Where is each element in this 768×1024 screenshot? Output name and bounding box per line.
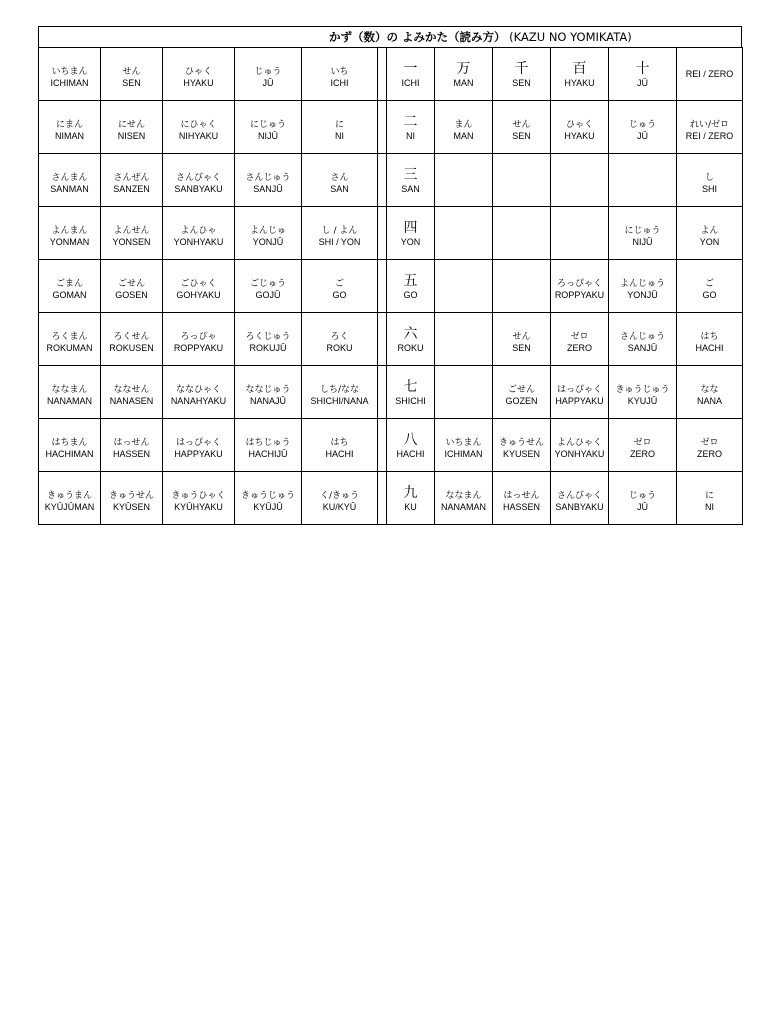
cell-romaji: ZERO bbox=[629, 448, 655, 459]
cell-romaji: ROPPYAKU bbox=[173, 342, 224, 353]
left-cell bbox=[235, 260, 302, 313]
left-cell bbox=[39, 260, 101, 313]
right-cell bbox=[609, 472, 677, 525]
cell-romaji: GOZEN bbox=[505, 395, 538, 406]
cell-romaji: SANZEN bbox=[113, 183, 150, 194]
right-cell bbox=[435, 154, 493, 207]
cell-romaji: ZERO bbox=[696, 448, 722, 459]
right-cell bbox=[609, 313, 677, 366]
cell-romaji: GOJŪ bbox=[255, 289, 281, 300]
left-cell bbox=[163, 472, 235, 525]
cell-romaji: KYŪJŪMAN bbox=[44, 501, 95, 512]
row-romaji: SAN bbox=[401, 184, 420, 194]
left-cell bbox=[39, 154, 101, 207]
cell-kana: さんじゅう bbox=[619, 331, 665, 342]
left-cell bbox=[101, 419, 163, 472]
left-cell bbox=[101, 313, 163, 366]
cell-kana: ろく bbox=[330, 331, 349, 342]
cell-romaji: NISEN bbox=[117, 130, 146, 141]
cell-romaji: NANASEN bbox=[109, 395, 154, 406]
cell-kana: さんまん bbox=[51, 172, 88, 183]
left-cell bbox=[101, 101, 163, 154]
cell-kana: ろくまん bbox=[51, 331, 88, 342]
right-cell bbox=[677, 313, 743, 366]
left-cell bbox=[235, 154, 302, 207]
cell-kana: じゅう bbox=[628, 119, 656, 130]
cell-romaji: HACHIMAN bbox=[45, 448, 94, 459]
cell-romaji: YONHYAKU bbox=[554, 448, 605, 459]
cell-kana: し / よん bbox=[321, 225, 358, 236]
cell-kana: はっせん bbox=[503, 490, 540, 501]
cell-romaji: SEN bbox=[512, 130, 531, 141]
right-cell bbox=[551, 101, 609, 154]
left-cell bbox=[163, 101, 235, 154]
cell-romaji: NI bbox=[335, 130, 344, 141]
cell-kana: じゅう bbox=[628, 490, 656, 501]
cell-romaji: HASSEN bbox=[112, 448, 150, 459]
column-divider bbox=[378, 48, 387, 101]
row-kanji-cell bbox=[387, 154, 435, 207]
cell-romaji: SANBYAKU bbox=[174, 183, 223, 194]
cell-kana: れい/ゼロ bbox=[689, 119, 730, 130]
cell-romaji: KYŪJŪ bbox=[253, 501, 283, 512]
right-cell bbox=[551, 419, 609, 472]
right-cell bbox=[435, 313, 493, 366]
cell-kana: はちじゅう bbox=[245, 437, 291, 448]
cell-kana: ななじゅう bbox=[245, 384, 291, 395]
cell-kana: いちまん bbox=[51, 66, 88, 77]
title-japanese: かず（数）の よみかた（読み方） bbox=[329, 30, 506, 44]
cell-romaji: YONSEN bbox=[112, 236, 151, 247]
cell-romaji: MAN bbox=[453, 130, 474, 141]
cell-kana: し bbox=[704, 172, 714, 183]
right-cell bbox=[677, 207, 743, 260]
cell-romaji: NI bbox=[705, 501, 714, 512]
header-romaji: MAN bbox=[453, 78, 474, 88]
right-cell bbox=[493, 207, 551, 260]
cell-kana: ななせん bbox=[113, 384, 150, 395]
cell-romaji: KYŪHYAKU bbox=[174, 501, 223, 512]
left-cell bbox=[101, 207, 163, 260]
cell-romaji: YONMAN bbox=[49, 236, 90, 247]
row-kanji: 五 bbox=[403, 273, 418, 289]
right-cell bbox=[551, 366, 609, 419]
cell-kana: せん bbox=[512, 119, 531, 130]
cell-romaji: GOMAN bbox=[52, 289, 87, 300]
right-cell bbox=[677, 101, 743, 154]
cell-kana: はっぴゃく bbox=[556, 384, 602, 395]
cell-romaji: JŪ bbox=[262, 77, 274, 88]
left-cell bbox=[302, 419, 378, 472]
cell-romaji: SANBYAKU bbox=[555, 501, 604, 512]
cell-romaji: KYŪSEN bbox=[112, 501, 150, 512]
right-cell bbox=[609, 207, 677, 260]
title-latin: (KAZU NO YOMIKATA) bbox=[509, 30, 632, 44]
left-cell bbox=[101, 366, 163, 419]
cell-romaji: ICHIMAN bbox=[444, 448, 483, 459]
left-cell bbox=[235, 313, 302, 366]
row-romaji: HACHI bbox=[396, 449, 425, 459]
cell-kana: ひゃく bbox=[184, 66, 212, 77]
table-row bbox=[39, 48, 743, 101]
cell-romaji: SANMAN bbox=[50, 183, 89, 194]
left-cell bbox=[302, 154, 378, 207]
cell-kana: さんびゃく bbox=[556, 490, 602, 501]
cell-romaji: HACHIJŪ bbox=[248, 448, 288, 459]
cell-kana: ななまん bbox=[51, 384, 88, 395]
cell-kana: はっぴゃく bbox=[175, 437, 221, 448]
cell-romaji: SEN bbox=[512, 342, 531, 353]
cell-kana: く/きゅう bbox=[319, 490, 360, 501]
row-kanji-cell bbox=[387, 101, 435, 154]
cell-kana: ひゃく bbox=[565, 119, 593, 130]
header-romaji: HYAKU bbox=[564, 78, 595, 88]
right-cell bbox=[551, 260, 609, 313]
right-cell bbox=[435, 260, 493, 313]
right-cell bbox=[435, 419, 493, 472]
right-cell bbox=[493, 313, 551, 366]
right-cell bbox=[493, 260, 551, 313]
column-divider bbox=[378, 313, 387, 366]
table-row bbox=[39, 313, 743, 366]
row-kanji-cell bbox=[387, 419, 435, 472]
numbers-table bbox=[38, 47, 743, 525]
cell-romaji: HAPPYAKU bbox=[174, 448, 223, 459]
cell-romaji: ROKU bbox=[326, 342, 353, 353]
cell-kana: に bbox=[704, 490, 714, 501]
right-cell bbox=[493, 472, 551, 525]
cell-romaji: SANJŪ bbox=[253, 183, 283, 194]
cell-kana: はち bbox=[330, 437, 349, 448]
cell-romaji: NANAHYAKU bbox=[170, 395, 227, 406]
cell-romaji: YONJŪ bbox=[627, 289, 658, 300]
right-cell bbox=[493, 419, 551, 472]
cell-kana: せん bbox=[122, 66, 141, 77]
cell-kana: じゅう bbox=[254, 66, 282, 77]
header-kanji: 百 bbox=[572, 61, 587, 77]
cell-kana: ごひゃく bbox=[180, 278, 217, 289]
column-divider bbox=[378, 419, 387, 472]
left-cell bbox=[302, 260, 378, 313]
cell-romaji: NIHYAKU bbox=[178, 130, 219, 141]
header-romaji: ICHI bbox=[401, 78, 420, 88]
right-cell bbox=[677, 154, 743, 207]
cell-kana: いちまん bbox=[445, 437, 482, 448]
row-kanji-cell bbox=[387, 366, 435, 419]
cell-romaji: NANAJŪ bbox=[249, 395, 286, 406]
left-cell bbox=[101, 260, 163, 313]
right-cell bbox=[677, 366, 743, 419]
left-cell bbox=[163, 419, 235, 472]
cell-kana: ななひゃく bbox=[175, 384, 221, 395]
right-cell bbox=[435, 472, 493, 525]
cell-romaji: SHI / YON bbox=[318, 236, 361, 247]
left-cell bbox=[101, 472, 163, 525]
left-cell bbox=[163, 48, 235, 101]
cell-kana: ごじゅう bbox=[249, 278, 286, 289]
left-cell bbox=[235, 101, 302, 154]
cell-kana: よんまん bbox=[51, 225, 88, 236]
left-cell bbox=[235, 48, 302, 101]
left-cell bbox=[302, 472, 378, 525]
table-row bbox=[39, 472, 743, 525]
left-cell bbox=[39, 472, 101, 525]
row-kanji: 六 bbox=[403, 326, 418, 342]
right-cell bbox=[493, 154, 551, 207]
cell-kana: きゅうせん bbox=[498, 437, 544, 448]
header-romaji: JŪ bbox=[637, 78, 648, 88]
cell-romaji: SANJŪ bbox=[627, 342, 658, 353]
right-cell bbox=[677, 260, 743, 313]
cell-romaji: ROPPYAKU bbox=[554, 289, 605, 300]
cell-kana: さんじゅう bbox=[245, 172, 291, 183]
header-kanji: 十 bbox=[635, 61, 650, 77]
cell-romaji: GOSEN bbox=[115, 289, 148, 300]
cell-romaji: GO bbox=[702, 289, 717, 300]
cell-kana: ゼロ bbox=[633, 437, 652, 448]
left-cell bbox=[302, 48, 378, 101]
row-romaji: ROKU bbox=[397, 343, 424, 353]
right-cell bbox=[609, 419, 677, 472]
cell-kana: いち bbox=[330, 66, 349, 77]
cell-romaji: KYUSEN bbox=[502, 448, 540, 459]
left-cell bbox=[39, 419, 101, 472]
number-reading-sheet bbox=[38, 26, 742, 525]
cell-romaji: GOHYAKU bbox=[176, 289, 221, 300]
cell-kana: しち/なな bbox=[319, 384, 360, 395]
left-cell bbox=[302, 207, 378, 260]
cell-romaji: ZERO bbox=[566, 342, 592, 353]
column-divider bbox=[378, 101, 387, 154]
header-cell bbox=[493, 48, 551, 101]
row-romaji: KU bbox=[404, 502, 417, 512]
cell-romaji: NIMAN bbox=[55, 130, 84, 141]
cell-kana: にまん bbox=[55, 119, 83, 130]
cell-kana: はっせん bbox=[113, 437, 150, 448]
cell-kana: さん bbox=[330, 172, 349, 183]
left-cell bbox=[302, 101, 378, 154]
cell-kana: よんじゅう bbox=[619, 278, 665, 289]
column-divider bbox=[378, 207, 387, 260]
cell-kana: ゼロ bbox=[700, 437, 719, 448]
cell-kana: ご bbox=[704, 278, 714, 289]
cell-kana: まん bbox=[454, 119, 473, 130]
cell-romaji: NIJŪ bbox=[258, 130, 278, 141]
cell-kana: ごまん bbox=[55, 278, 83, 289]
row-kanji-cell bbox=[387, 207, 435, 260]
left-cell bbox=[235, 207, 302, 260]
right-cell bbox=[435, 101, 493, 154]
cell-kana: ろくじゅう bbox=[245, 331, 291, 342]
right-cell bbox=[551, 207, 609, 260]
column-divider bbox=[378, 366, 387, 419]
header-cell bbox=[435, 48, 493, 101]
left-cell bbox=[101, 48, 163, 101]
cell-kana: ろっぴゃ bbox=[180, 331, 217, 342]
right-cell bbox=[609, 260, 677, 313]
cell-romaji: GO bbox=[332, 289, 347, 300]
right-cell bbox=[493, 366, 551, 419]
row-kanji: 八 bbox=[403, 432, 418, 448]
cell-kana: にせん bbox=[117, 119, 145, 130]
header-cell bbox=[387, 48, 435, 101]
cell-kana: はちまん bbox=[51, 437, 88, 448]
left-cell bbox=[163, 313, 235, 366]
cell-kana: ろっぴゃく bbox=[556, 278, 602, 289]
cell-kana: よんひゃく bbox=[556, 437, 602, 448]
cell-kana: ごせん bbox=[507, 384, 535, 395]
header-cell bbox=[677, 48, 743, 101]
cell-kana: きゅうまん bbox=[46, 490, 92, 501]
table-row bbox=[39, 260, 743, 313]
left-cell bbox=[39, 313, 101, 366]
header-romaji: SEN bbox=[512, 78, 531, 88]
left-cell bbox=[235, 419, 302, 472]
cell-romaji: YONHYAKU bbox=[173, 236, 224, 247]
left-cell bbox=[235, 366, 302, 419]
left-cell bbox=[39, 48, 101, 101]
header-cell bbox=[609, 48, 677, 101]
header-kanji: 万 bbox=[456, 61, 471, 77]
cell-kana: ななまん bbox=[445, 490, 482, 501]
row-romaji: SHICHI bbox=[395, 396, 426, 406]
right-cell bbox=[609, 154, 677, 207]
cell-kana: きゅうひゃく bbox=[171, 490, 226, 501]
cell-romaji: HAPPYAKU bbox=[555, 395, 604, 406]
cell-romaji: KU/KYŪ bbox=[322, 501, 357, 512]
cell-kana: さんびゃく bbox=[175, 172, 221, 183]
right-cell bbox=[435, 366, 493, 419]
right-cell bbox=[677, 419, 743, 472]
cell-kana: に bbox=[334, 119, 344, 130]
left-cell bbox=[163, 366, 235, 419]
row-romaji: GO bbox=[403, 290, 418, 300]
cell-kana: ごせん bbox=[117, 278, 145, 289]
header-cell bbox=[551, 48, 609, 101]
cell-romaji: SHICHI/NANA bbox=[310, 395, 369, 406]
header-kanji: 一 bbox=[403, 61, 418, 77]
right-cell bbox=[551, 313, 609, 366]
left-cell bbox=[39, 101, 101, 154]
left-cell bbox=[163, 260, 235, 313]
row-romaji: YON bbox=[400, 237, 421, 247]
cell-romaji: NIJŪ bbox=[632, 236, 653, 247]
row-kanji: 七 bbox=[403, 379, 418, 395]
right-cell bbox=[493, 101, 551, 154]
cell-kana: ご bbox=[334, 278, 344, 289]
cell-romaji: YON bbox=[699, 236, 720, 247]
table-row bbox=[39, 366, 743, 419]
row-kanji: 二 bbox=[403, 114, 418, 130]
cell-kana: なな bbox=[700, 384, 719, 395]
cell-kana: はち bbox=[700, 331, 719, 342]
row-kanji-cell bbox=[387, 472, 435, 525]
cell-romaji: HYAKU bbox=[564, 130, 595, 141]
table-body bbox=[39, 48, 743, 525]
left-cell bbox=[235, 472, 302, 525]
row-romaji: NI bbox=[406, 131, 415, 141]
cell-romaji: ROKUJŪ bbox=[249, 342, 287, 353]
sheet-title bbox=[38, 26, 742, 47]
cell-kana: よん bbox=[700, 225, 719, 236]
right-cell bbox=[551, 472, 609, 525]
cell-romaji: HACHI bbox=[325, 448, 354, 459]
cell-kana: ろくせん bbox=[113, 331, 150, 342]
row-kanji-cell bbox=[387, 313, 435, 366]
cell-kana: ゼロ bbox=[570, 331, 589, 342]
cell-romaji: YONJŪ bbox=[252, 236, 284, 247]
row-kanji: 三 bbox=[403, 167, 418, 183]
cell-romaji: HYAKU bbox=[183, 77, 214, 88]
cell-romaji: ROKUMAN bbox=[46, 342, 93, 353]
left-cell bbox=[101, 154, 163, 207]
cell-kana: きゅうじゅう bbox=[615, 384, 670, 395]
cell-romaji: ICHI bbox=[330, 77, 349, 88]
cell-romaji: JŪ bbox=[637, 130, 648, 141]
cell-romaji: ICHIMAN bbox=[50, 77, 89, 88]
column-divider bbox=[378, 472, 387, 525]
left-cell bbox=[39, 207, 101, 260]
cell-romaji: HACHI bbox=[695, 342, 724, 353]
right-cell bbox=[609, 366, 677, 419]
cell-kana: きゅうせん bbox=[108, 490, 154, 501]
cell-kana: よんせん bbox=[113, 225, 150, 236]
column-divider bbox=[378, 154, 387, 207]
cell-kana: よんじゅ bbox=[249, 225, 286, 236]
table-row bbox=[39, 207, 743, 260]
row-kanji: 四 bbox=[403, 220, 418, 236]
cell-kana: にじゅう bbox=[249, 119, 286, 130]
table-row bbox=[39, 154, 743, 207]
right-cell bbox=[677, 472, 743, 525]
table-row bbox=[39, 419, 743, 472]
column-divider bbox=[378, 260, 387, 313]
cell-romaji: HASSEN bbox=[502, 501, 540, 512]
cell-kana: さんぜん bbox=[113, 172, 150, 183]
right-cell bbox=[435, 207, 493, 260]
header-kanji: 千 bbox=[514, 61, 529, 77]
table-row bbox=[39, 101, 743, 154]
cell-romaji: REI / ZERO bbox=[685, 130, 734, 141]
right-cell bbox=[609, 101, 677, 154]
cell-romaji: NANAMAN bbox=[46, 395, 92, 406]
left-cell bbox=[163, 154, 235, 207]
cell-romaji: ROKUSEN bbox=[109, 342, 154, 353]
cell-romaji: KYUJŪ bbox=[627, 395, 658, 406]
cell-romaji: SAN bbox=[330, 183, 349, 194]
left-cell bbox=[39, 366, 101, 419]
cell-romaji: NANAMAN bbox=[440, 501, 486, 512]
cell-kana: にひゃく bbox=[180, 119, 217, 130]
cell-kana: にじゅう bbox=[624, 225, 661, 236]
row-kanji-cell bbox=[387, 260, 435, 313]
cell-kana: せん bbox=[512, 331, 531, 342]
header-romaji: REI / ZERO bbox=[685, 69, 734, 79]
row-kanji: 九 bbox=[403, 485, 418, 501]
cell-kana: よんひゃ bbox=[180, 225, 217, 236]
cell-romaji: JŪ bbox=[637, 501, 648, 512]
cell-kana: きゅうじゅう bbox=[240, 490, 295, 501]
cell-romaji: SHI bbox=[701, 183, 717, 194]
right-cell bbox=[551, 154, 609, 207]
cell-romaji: NANA bbox=[696, 395, 722, 406]
cell-romaji: SEN bbox=[122, 77, 141, 88]
left-cell bbox=[302, 366, 378, 419]
left-cell bbox=[163, 207, 235, 260]
left-cell bbox=[302, 313, 378, 366]
